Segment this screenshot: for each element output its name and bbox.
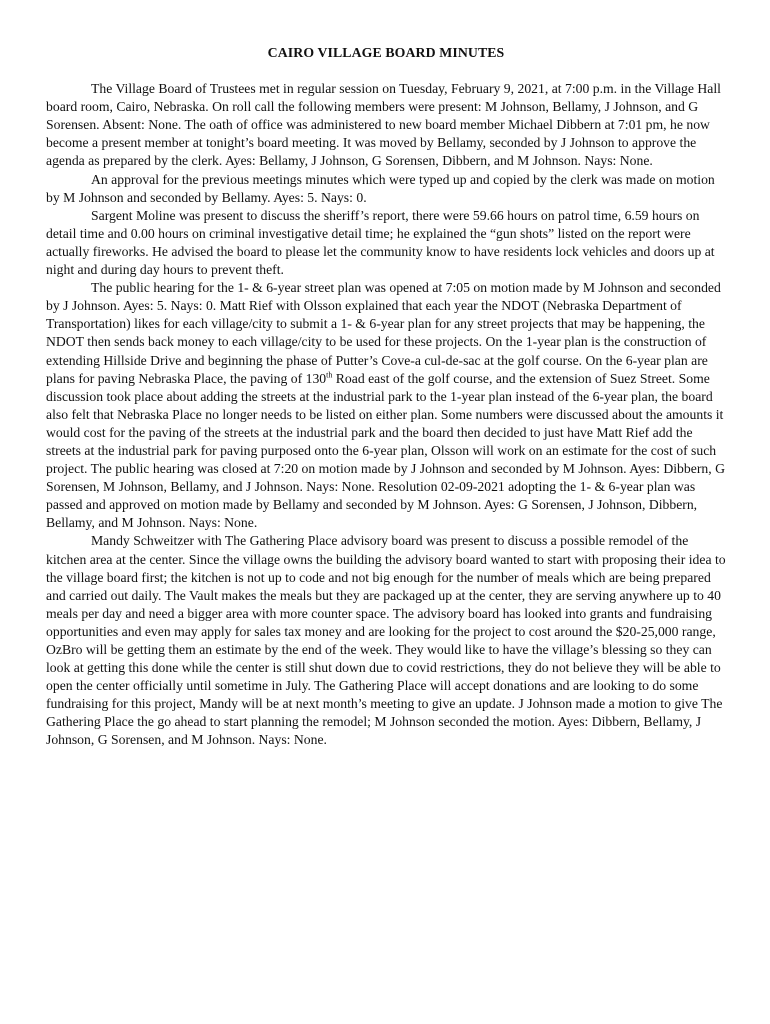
- paragraph-sheriff-report: Sargent Moline was present to discuss the sheriff’s report, there were 59.66 hours on patrol time, 6.59 hours on detail time and 0.00 hours on criminal investigative detail time; he explained the “gun shots” listed on the report were actually fireworks. He advised the board to please let the community know to have residents lock vehicles and doors up at night and during day hours to prevent theft.: [46, 207, 715, 278]
- ordinal-superscript: th: [326, 370, 333, 380]
- minutes-page: [46, 44, 726, 750]
- paragraph-street-plan-hearing: [46, 279, 726, 532]
- paragraph-minutes-approval: An approval for the previous meetings minutes which were typed up and copied by the clerk was made on motion by M Johnson and seconded by Bellamy. Ayes: 5. Nays: 0.: [46, 171, 715, 205]
- document-title: CAIRO VILLAGE BOARD MINUTES: [267, 45, 505, 60]
- street-plan-text-start: The public hearing for the 1- & 6-year street plan was opened at 7:05 on motion made by M Johnson and seconded by J Johnson. Ayes: 5. Nays: 0. Matt Rief with Olsson explained that each year the NDOT (Nebraska Department of Transportation) likes for each village/city to submit a 1- & 6-year plan for any street projects that may be happening, the NDOT then sends back money to each village/city to be used for these projects. On the 1-year plan is the construction of extending Hillside Drive and beginning the phase of Putter’s Cove-a cul-de-sac at the golf course. On the 6-year plan are plans for paving Nebraska Place, the paving of 130: [46, 280, 721, 386]
- street-plan-text-end: Road east of the golf course, and the extension of Suez Street. Some discussion took place about adding the streets at the industrial park to the 1-year plan instead of the 6-year plan, the board also felt that Nebraska Place no longer needs to be listed on either plan. Some numbers were discussed about the amounts it would cost for the paving of the streets at the industrial park and the board then decided to just have Matt Rief add the streets at the industrial park for paving purposed onto the 6-year plan, Olsson will work on an estimate for the cost of such project. The public hearing was closed at 7:20 on motion made by J Johnson and seconded by M Johnson. Ayes: Dibbern, G Sorensen, M Johnson, Bellamy, and J Johnson. Nays: None. Resolution 02-09-2021 adopting the 1- & 6-year plan was passed and approved on motion made by Bellamy and seconded by M Johnson. Ayes: G Sorensen, J Johnson, Dibbern, Bellamy, and M Johnson. Nays: None.: [46, 370, 725, 531]
- paragraph-gathering-place: Mandy Schweitzer with The Gathering Place advisory board was present to discuss a possible remodel of the kitchen area at the center. Since the village owns the building the advisory board wanted to start with proposing their idea to the village board first; the kitchen is not up to code and not big enough for the number of meals which are being prepared and carried out daily. The Vault makes the meals but they are packaged up at the center, they are serving anywhere up to 40 meals per day and need a bigger area with more counter space. The advisory board has looked into grants and fundraising opportunities and even may apply for sales tax money and are looking for the project to cost around the $20-25,000 range, OzBro will be getting them an estimate by the end of the week. They would like to have the village’s blessing so they can look at getting this done while the center is still shut down due to covid restrictions, they do not believe they will be able to open the center officially until sometime in July. The Gathering Place will accept donations and are looking to do some fundraising for this project, Mandy will be at next month’s meeting to give an update. J Johnson made a motion to give The Gathering Place the go ahead to start planning the remodel; M Johnson seconded the motion. Ayes: Dibbern, Bellamy, J Johnson, G Sorensen, and M Johnson. Nays: None.: [46, 533, 726, 748]
- paragraph-call-to-order: The Village Board of Trustees met in regular session on Tuesday, February 9, 2021, at 7:00 p.m. in the Village Hall board room, Cairo, Nebraska. On roll call the following members were present: M Johnson, Bellamy, J Johnson, and G Sorensen. Absent: None. The oath of office was administered to new board member Michael Dibbern at 7:01 pm, he now become a present member at tonight’s board meeting. It was moved by Bellamy, seconded by J Johnson to approve the agenda as prepared by the clerk. Ayes: Bellamy, J Johnson, G Sorensen, Dibbern, and M Johnson. Nays: None.: [46, 81, 721, 169]
